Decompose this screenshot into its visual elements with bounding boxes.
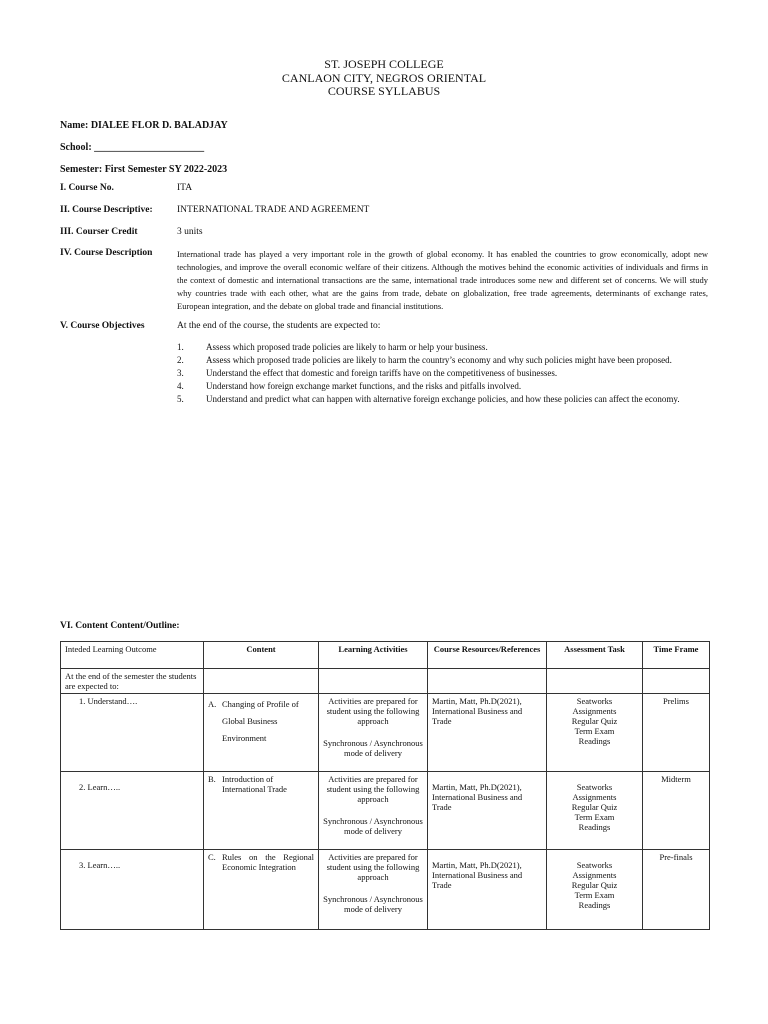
objective-item: [177, 341, 708, 354]
assessment-item: Term Exam: [574, 726, 615, 736]
name-line: Name: DIALEE FLOR D. BALADJAY: [60, 120, 228, 131]
school-location: CANLAON CITY, NEGROS ORIENTAL: [281, 70, 487, 85]
document-title: COURSE SYLLABUS: [327, 84, 441, 98]
activities-approach: Activities are prepared for student using the following approach: [326, 774, 420, 804]
assessment-item: Regular Quiz: [571, 802, 618, 812]
semester-line: Semester: First Semester SY 2022-2023: [60, 164, 228, 175]
empty-cell: [428, 669, 547, 694]
column-header-assessment: Assessment Task: [547, 642, 643, 669]
content-letter: B.: [208, 774, 216, 784]
course-description-label: IV. Course Description: [60, 248, 153, 258]
objective-text: Understand how foreign exchange market functions, and the risks and pitfalls involved.: [206, 381, 522, 391]
column-header-content: Content: [204, 642, 319, 669]
objectives-list: [177, 341, 708, 406]
table-row: [61, 772, 710, 850]
activities-mode: Synchronous / Asynchronous mode of delivery: [323, 894, 423, 914]
course-descriptive-value: INTERNATIONAL TRADE AND AGREEMENT: [177, 205, 370, 215]
timeframe-cell: Pre-finals: [643, 850, 710, 930]
table-row: [61, 850, 710, 930]
activities-approach: Activities are prepared for student using the following approach: [326, 696, 420, 726]
column-header-resources: Course Resources/References: [428, 642, 547, 669]
course-no-value: ITA: [177, 183, 193, 193]
course-descriptive-label: II. Course Descriptive:: [60, 205, 153, 215]
activities-cell: [319, 694, 428, 772]
objective-number: 2.: [177, 355, 184, 365]
activities-cell: [319, 772, 428, 850]
course-credit-label: III. Courser Credit: [60, 227, 138, 237]
content-letter: A.: [208, 699, 217, 709]
content-text: Rules on the Regional Economic Integration: [222, 852, 314, 872]
assessment-item: Assignments: [572, 792, 617, 802]
timeframe-cell: Prelims: [643, 694, 710, 772]
objective-text: Assess which proposed trade policies are likely to harm the country’s economy and why such policies might have been proposed.: [206, 355, 672, 365]
course-objectives-label: V. Course Objectives: [60, 321, 145, 331]
activities-mode: Synchronous / Asynchronous mode of delivery: [323, 816, 423, 836]
assessment-cell: [547, 694, 643, 772]
course-no-label: I. Course No.: [60, 183, 114, 193]
empty-cell: [643, 669, 710, 694]
assessment-item: Assignments: [572, 870, 617, 880]
objective-item: [177, 367, 708, 380]
resources-cell: Martin, Matt, Ph.D(2021), International Business and Trade: [428, 850, 547, 930]
timeframe-cell: Midterm: [643, 772, 710, 850]
assessment-item: Regular Quiz: [571, 880, 618, 890]
assessment-item: Readings: [578, 900, 611, 910]
content-cell: [204, 850, 319, 930]
document-header: [0, 58, 768, 99]
assessment-item: Regular Quiz: [571, 716, 618, 726]
assessment-item: Term Exam: [574, 890, 615, 900]
table-row: [61, 694, 710, 772]
table-intro-row: [61, 669, 710, 694]
column-header-activities: Learning Activities: [319, 642, 428, 669]
assessment-item: Seatworks: [576, 782, 613, 792]
objective-number: 1.: [177, 342, 184, 352]
activities-cell: [319, 850, 428, 930]
objective-text: Understand the effect that domestic and foreign tariffs have on the competitiveness of businesses.: [206, 368, 558, 378]
objective-number: 3.: [177, 368, 184, 378]
activities-mode: Synchronous / Asynchronous mode of delivery: [323, 738, 423, 758]
assessment-item: Seatworks: [576, 696, 613, 706]
objective-item: [177, 393, 708, 406]
objective-number: 4.: [177, 381, 184, 391]
objectives-intro: At the end of the course, the students are expected to:: [177, 321, 381, 331]
assessment-item: Readings: [578, 736, 611, 746]
assessment-item: Assignments: [572, 706, 617, 716]
assessment-cell: [547, 850, 643, 930]
resources-cell: Martin, Matt, Ph.D(2021), International Business and Trade: [428, 694, 547, 772]
assessment-item: Seatworks: [576, 860, 613, 870]
outcome-cell: 1. Understand….: [61, 694, 204, 772]
activities-approach: Activities are prepared for student using the following approach: [326, 852, 420, 882]
column-header-outcome: Inteded Learning Outcome: [61, 642, 204, 669]
empty-cell: [547, 669, 643, 694]
resources-cell: Martin, Matt, Ph.D(2021), International Business and Trade: [428, 772, 547, 850]
assessment-item: Readings: [578, 822, 611, 832]
column-header-timeframe: Time Frame: [643, 642, 710, 669]
intro-cell: At the end of the semester the students are expected to:: [61, 669, 204, 694]
table-header-row: [61, 642, 710, 669]
content-cell: [204, 694, 319, 772]
outcome-cell: 2. Learn…..: [61, 772, 204, 850]
objective-item: [177, 354, 708, 367]
content-text: Changing of Profile of Global Business Environment: [222, 699, 299, 743]
outcome-cell: 3. Learn…..: [61, 850, 204, 930]
objective-text: Assess which proposed trade policies are likely to harm or help your business.: [206, 342, 488, 352]
empty-cell: [319, 669, 428, 694]
objective-text: Understand and predict what can happen with alternative foreign exchange policies, and how these policies can affect the economy.: [206, 394, 680, 404]
content-outline-heading: VI. Content Content/Outline:: [60, 621, 180, 631]
content-letter: C.: [208, 852, 216, 862]
empty-cell: [204, 669, 319, 694]
content-outline-table: [60, 641, 710, 930]
content-cell: [204, 772, 319, 850]
school-name: ST. JOSEPH COLLEGE: [324, 57, 444, 71]
objective-number: 5.: [177, 394, 184, 404]
objective-item: [177, 380, 708, 393]
assessment-item: Term Exam: [574, 812, 615, 822]
content-text: Introduction of International Trade: [222, 774, 287, 794]
course-credit-value: 3 units: [177, 227, 203, 237]
course-description-text: International trade has played a very important role in the growth of global economy. It has enabled the countries to grow economically, adopt new technologies, and improve the overall economic welfare of their citizens. Although the motives behind the economic activities of individuals and firms in the context of domestic and international transactions are the same, international trade introduces some new and different set of concerns. We will study why countries trade with each other, what are the gains from trade, debate on globalization, free trade agreements, determinants of exchange rates, European integration, and the debate on global trade and financial institutions.: [177, 249, 708, 311]
assessment-cell: [547, 772, 643, 850]
school-line: School: ______________________: [60, 142, 205, 153]
